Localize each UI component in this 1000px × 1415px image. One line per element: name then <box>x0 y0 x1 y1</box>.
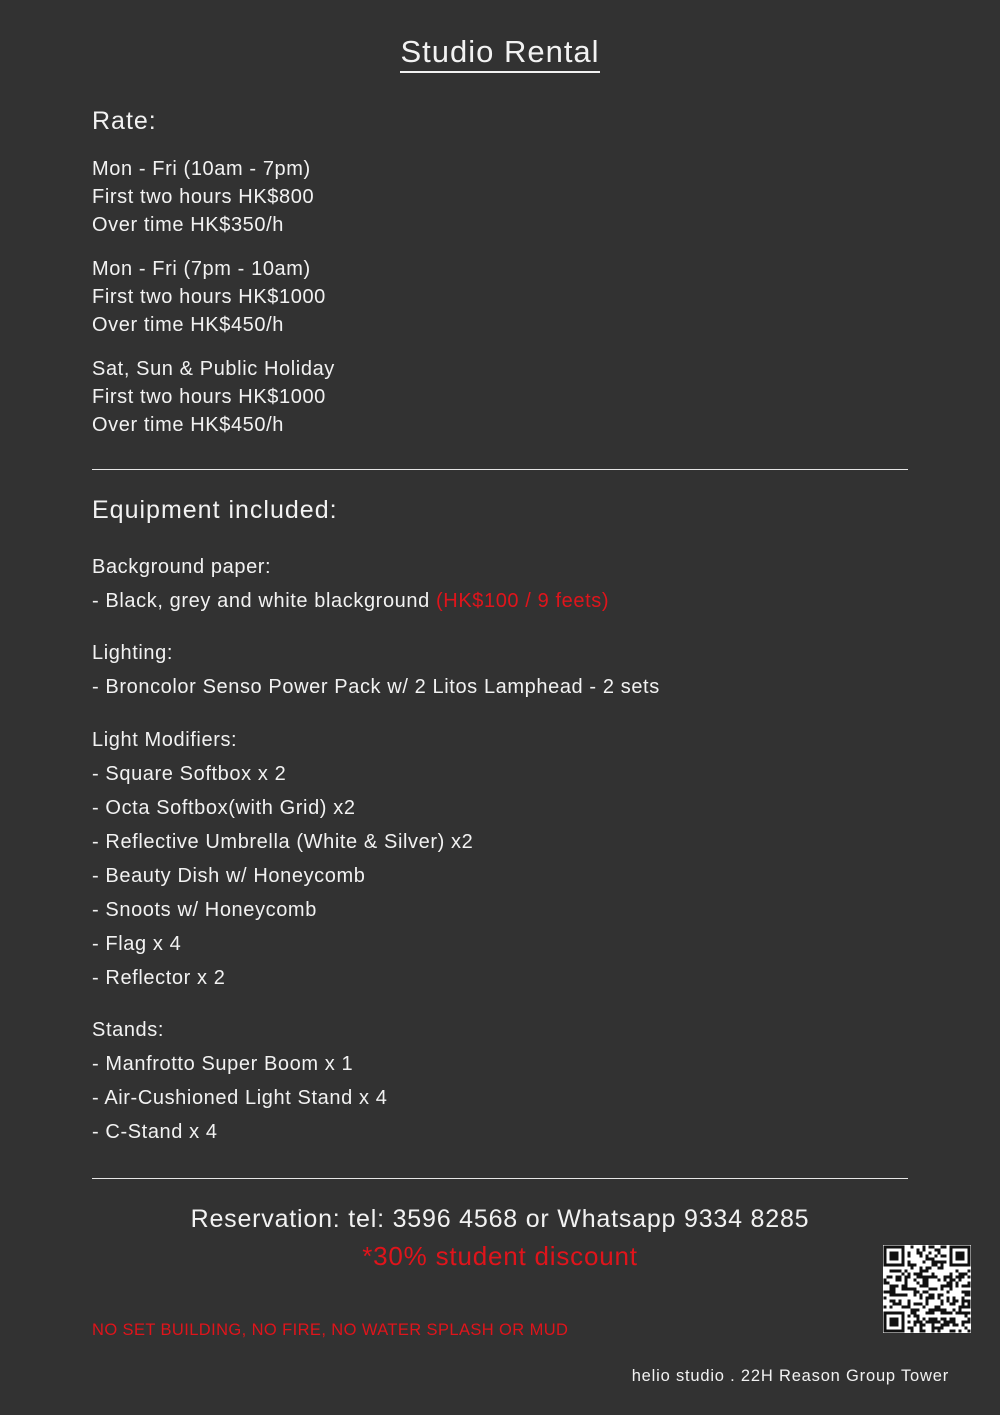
equipment-heading: Equipment included: <box>92 496 338 524</box>
studio-rules-note: NO SET BUILDING, NO FIRE, NO WATER SPLASH OR MUD <box>92 1321 569 1339</box>
qr-finder-square <box>884 1312 905 1333</box>
background-paper-item <box>92 590 609 613</box>
qr-code-graphic <box>883 1245 971 1333</box>
rate-overtime: Over time HK$450/h <box>92 414 284 436</box>
rate-block-weekday-day <box>92 155 314 239</box>
modifier-item: - Square Softbox x 2 <box>92 763 287 785</box>
page-title: Studio Rental <box>0 34 1000 70</box>
rate-period: Mon - Fri (7pm - 10am) <box>92 258 311 280</box>
rate-period: Mon - Fri (10am - 7pm) <box>92 158 311 180</box>
stand-item: - Air-Cushioned Light Stand x 4 <box>92 1087 388 1109</box>
rate-block-weekend <box>92 355 335 439</box>
stand-item: - Manfrotto Super Boom x 1 <box>92 1053 354 1075</box>
rate-block-weekday-night <box>92 255 326 339</box>
modifier-item: - Reflector x 2 <box>92 967 226 989</box>
background-paper-price: (HK$100 / 9 feets) <box>436 590 610 612</box>
qr-finder-square <box>884 1246 905 1267</box>
divider-rate <box>92 469 908 470</box>
rate-first-hours: First two hours HK$1000 <box>92 386 326 408</box>
background-paper-text: - Black, grey and white blackground <box>92 590 430 612</box>
stands-label: Stands: <box>92 1019 165 1041</box>
student-discount: *30% student discount <box>362 1241 638 1271</box>
qr-code-icon <box>883 1245 971 1333</box>
modifier-item: - Beauty Dish w/ Honeycomb <box>92 865 366 887</box>
modifier-item: - Snoots w/ Honeycomb <box>92 899 317 921</box>
modifier-item: - Reflective Umbrella (White & Silver) x2 <box>92 831 474 853</box>
rate-first-hours: First two hours HK$800 <box>92 186 315 208</box>
lighting-item: - Broncolor Senso Power Pack w/ 2 Litos Lamphead - 2 sets <box>92 676 660 698</box>
studio-address-footer: helio studio . 22H Reason Group Tower <box>631 1367 949 1385</box>
rate-overtime: Over time HK$450/h <box>92 314 284 336</box>
rate-first-hours: First two hours HK$1000 <box>92 286 326 308</box>
rate-overtime: Over time HK$350/h <box>92 214 284 236</box>
light-modifiers-label: Light Modifiers: <box>92 729 238 751</box>
stand-item: - C-Stand x 4 <box>92 1121 218 1143</box>
rate-heading: Rate: <box>92 107 157 135</box>
qr-finder-square <box>950 1246 971 1267</box>
divider-equipment <box>92 1178 908 1179</box>
lighting-label: Lighting: <box>92 642 174 664</box>
background-paper-label: Background paper: <box>92 556 272 578</box>
modifier-item: - Octa Softbox(with Grid) x2 <box>92 797 356 819</box>
reservation-contact: Reservation: tel: 3596 4568 or Whatsapp 9334 8285 <box>190 1205 810 1233</box>
modifier-item: - Flag x 4 <box>92 933 182 955</box>
rate-period: Sat, Sun & Public Holiday <box>92 358 335 380</box>
